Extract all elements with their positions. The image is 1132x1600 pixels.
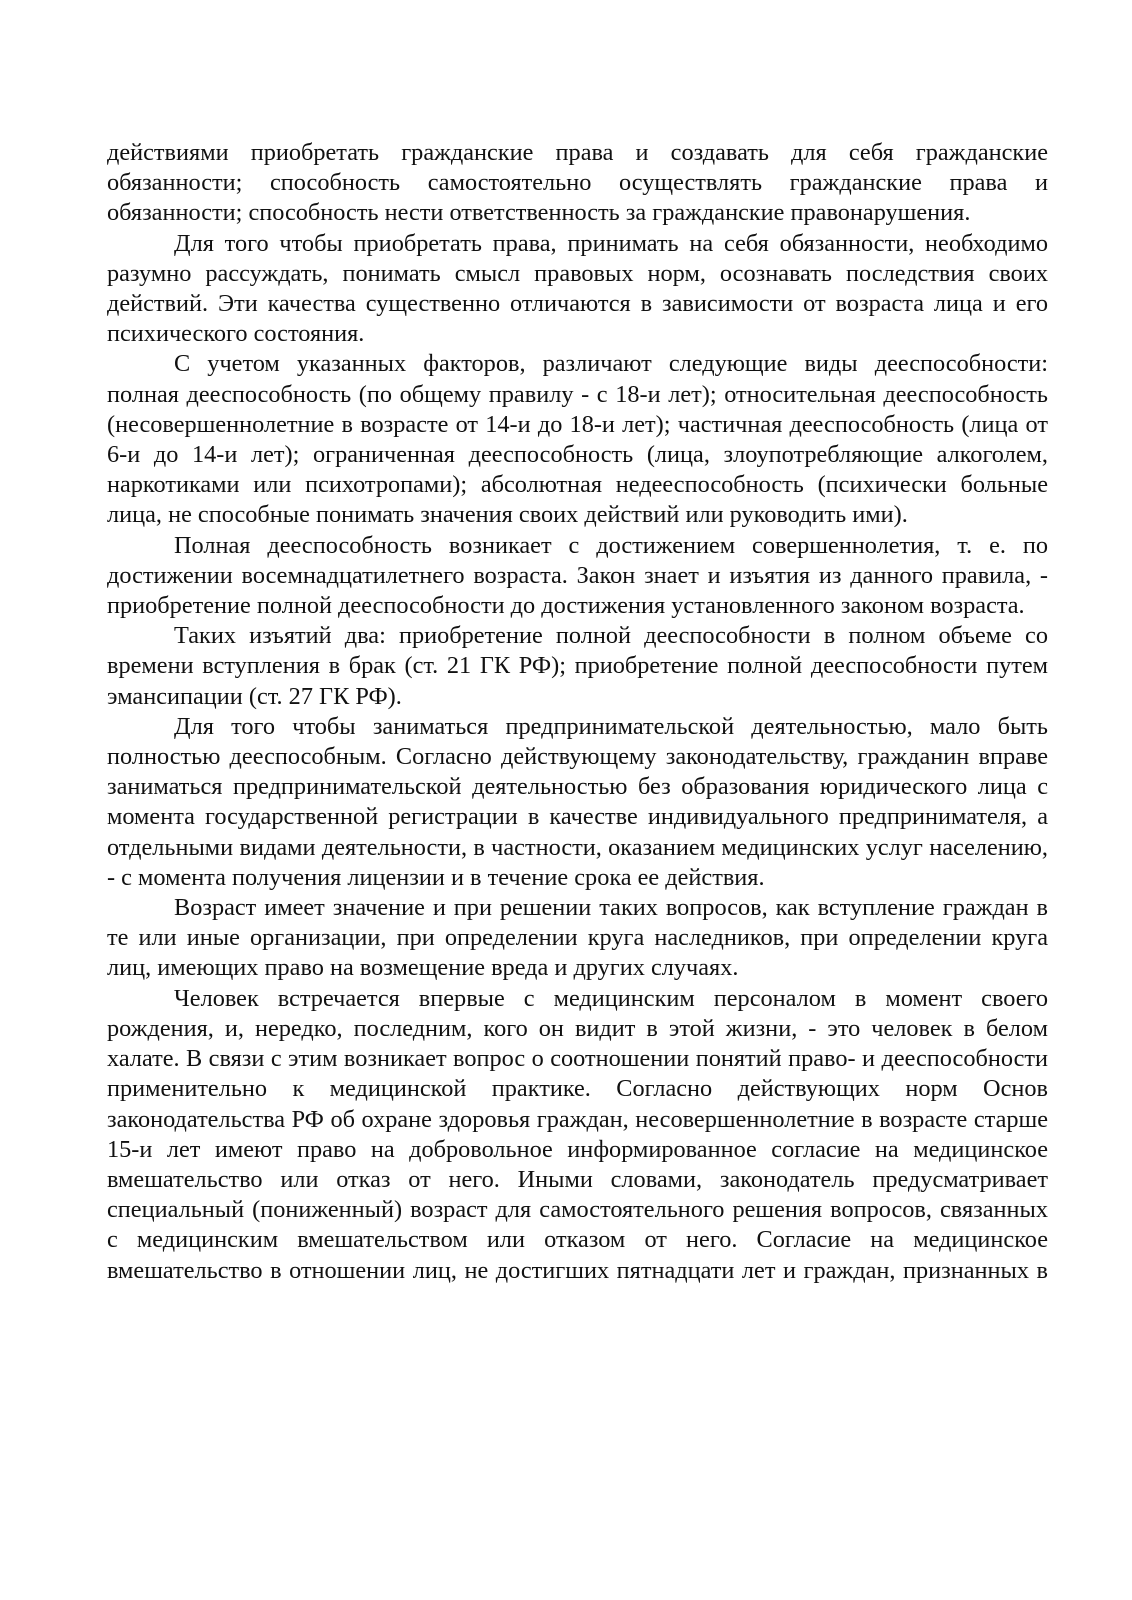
paragraph-6: Для того чтобы заниматься предпринимательской деятельностью, мало быть полностью дееспособным. Согласно действующему законодательству, гражданин вправе заниматься предпринимательской деятельностью без образования юридического лица с момента государственной регистрации в качестве индивидуального предпринимателя, а отдельными видами деятельности, в частности, оказанием медицинских услуг населению, - с момента получения лицензии и в течение срока ее действия. bbox=[107, 712, 1048, 891]
paragraph-5: Таких изъятий два: приобретение полной дееспособности в полном объеме со времени вступления в брак (ст. 21 ГК РФ); приобретение полной дееспособности путем эмансипации (ст. 27 ГК РФ). bbox=[107, 622, 1048, 710]
paragraph-1: действиями приобретать гражданские права и создавать для себя гражданские обязанности; способность самостоятельно осуществлять гражданские права и обязанности; способность нести ответственность за гражданские правонарушения. bbox=[107, 139, 1048, 227]
paragraph-2: Для того чтобы приобретать права, принимать на себя обязанности, необходимо разумно рассуждать, понимать смысл правовых норм, осознавать последствия своих действий. Эти качества существенно отличаются в зависимости от возраста лица и его психического состояния. bbox=[107, 229, 1048, 348]
paragraph-8: Человек встречается впервые с медицинским персоналом в момент своего рождения, и, нередко, последним, кого он видит в этой жизни, - это человек в белом халате. В связи с этим возникает вопрос о соотношении понятий право- и дееспособности применительно к медицинской практике. Согласно действующих норм Основ законодательства РФ об охране здоровья граждан, несовершеннолетние в возрасте старше 15-и лет имеют право на добровольное информированное согласие на медицинское вмешательство или отказ от него. Иными словами, законодатель предусматривает специальный (пониженный) возраст для самостоятельного решения вопросов, связанных с медицинским вмешательством или отказом от него. Согласие на медицинское вмешательство в отношении лиц, не достигших пятнадцати лет и граждан, признанных в bbox=[107, 984, 1048, 1284]
paragraph-3: С учетом указанных факторов, различают следующие виды дееспособности: полная дееспособность (по общему правилу - с 18-и лет); относительная дееспособность (несовершеннолетние в возрасте от 14-и до 18-и лет); частичная дееспособность (лица от 6-и до 14-и лет); ограниченная дееспособность (лица, злоупотребляющие алкоголем, наркотиками или психотропами); абсолютная недееспособность (психически больные лица, не способные понимать значения своих действий или руководить ими). bbox=[107, 350, 1048, 529]
paragraph-7: Возраст имеет значение и при решении таких вопросов, как вступление граждан в те или иные организации, при определении круга наследников, при определении круга лиц, имеющих право на возмещение вреда и других случаях. bbox=[107, 894, 1048, 982]
paragraph-4: Полная дееспособность возникает с достижением совершеннолетия, т. е. по достижении восемнадцатилетнего возраста. Закон знает и изъятия из данного правила, - приобретение полной дееспособности до достижения установленного законом возраста. bbox=[107, 531, 1048, 620]
